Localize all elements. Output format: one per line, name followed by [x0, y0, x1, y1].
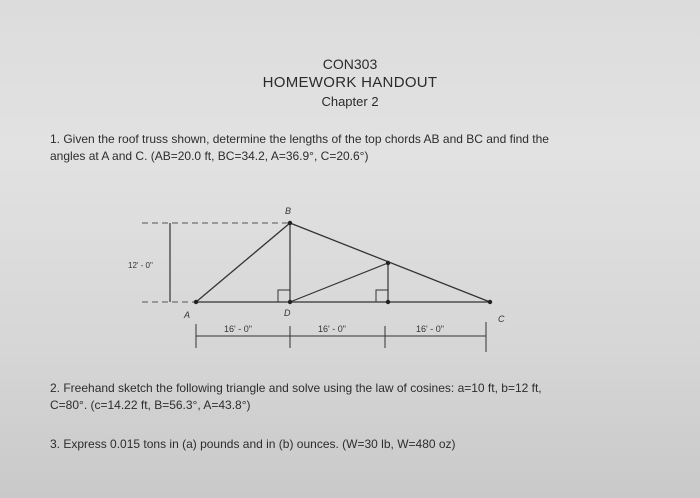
right-angle-mark-D: [278, 290, 290, 302]
span-label-3: 16' - 0": [416, 324, 444, 334]
height-label: 12' - 0": [128, 261, 153, 270]
label-D: D: [284, 308, 291, 318]
label-A: A: [184, 310, 191, 320]
node-D: [288, 300, 292, 304]
node-B: [288, 221, 292, 225]
label-C: C: [498, 314, 505, 324]
label-B: B: [285, 206, 292, 216]
problem-2: [50, 380, 670, 414]
span-label-1: 16' - 0": [224, 324, 252, 334]
problem-1-line-2: angles at A and C. (AB=20.0 ft, BC=34.2, A=36.9°, C=20.6°): [50, 149, 369, 163]
diagonal-web: [290, 263, 388, 302]
node-upper-mid: [386, 261, 390, 265]
node-A: [194, 300, 198, 304]
node-C: [488, 300, 492, 304]
node-lower-mid: [386, 300, 390, 304]
span-label-2: 16' - 0": [318, 324, 346, 334]
right-angle-mark-2: [376, 290, 388, 302]
chapter-label: Chapter 2: [321, 94, 379, 109]
problem-2-line-1: 2. Freehand sketch the following triangle and solve using the law of cosines: a=10 ft, b=12 ft,: [50, 381, 542, 395]
problem-1-line-1: 1. Given the roof truss shown, determine the lengths of the top chords AB and BC and find the: [50, 132, 549, 146]
course-code: CON303: [322, 56, 378, 72]
problem-2-line-2: C=80°. (c=14.22 ft, B=56.3°, A=43.8°): [50, 398, 251, 412]
handout-title: HOMEWORK HANDOUT: [262, 74, 438, 91]
problem-3: [50, 436, 670, 453]
chord-AB: [196, 223, 290, 302]
problem-3-line-1: 3. Express 0.015 tons in (a) pounds and in (b) ounces. (W=30 lb, W=480 oz): [50, 437, 456, 451]
